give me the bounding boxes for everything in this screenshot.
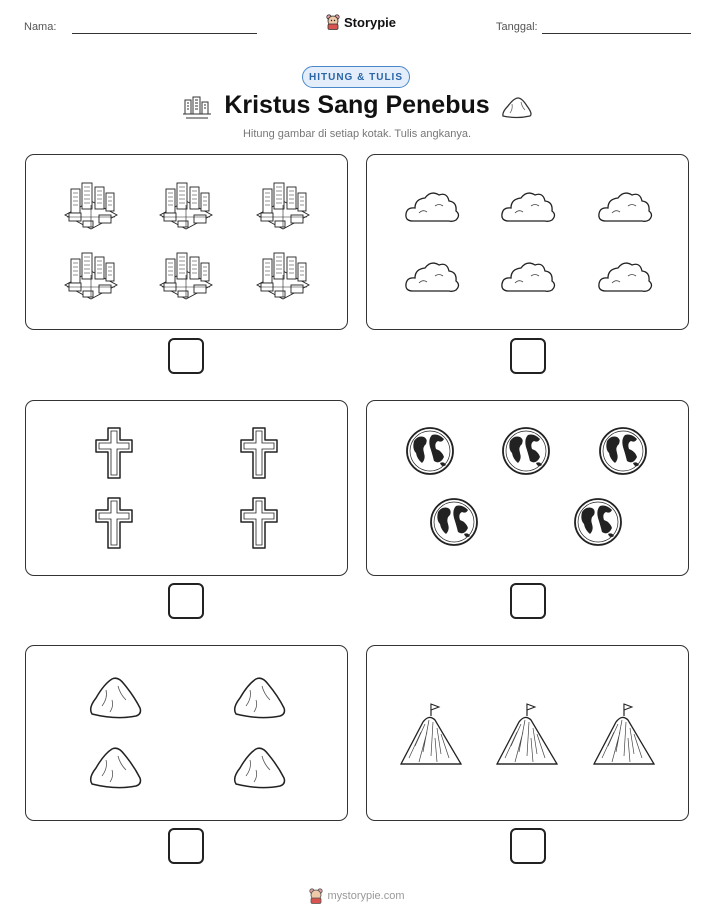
city-icon — [257, 183, 309, 229]
city-icon — [160, 253, 212, 299]
city-icon-group — [26, 155, 346, 328]
answer-box[interactable] — [510, 828, 546, 864]
cloud-icon — [599, 263, 652, 291]
name-label: Nama: — [24, 21, 57, 33]
page-title: Kristus Sang Penebus — [224, 91, 490, 119]
rock-icon — [235, 678, 285, 717]
answer-box[interactable] — [168, 828, 204, 864]
globe-icon — [431, 499, 477, 545]
cloud-icon — [406, 263, 459, 291]
date-line[interactable] — [542, 33, 691, 34]
city-icon — [257, 253, 309, 299]
globe-icon — [407, 428, 453, 474]
mountain-icon-group — [367, 646, 687, 819]
mountain-flag-icon — [497, 704, 557, 764]
brand-name: Storypie — [344, 14, 397, 30]
globe-icon — [600, 428, 646, 474]
count-panel-mountain — [366, 645, 689, 821]
rock-icon — [91, 678, 141, 717]
globe-icon-group — [367, 401, 687, 574]
cloud-icon-group — [367, 155, 687, 328]
rock-icon — [91, 748, 141, 787]
footer — [0, 888, 714, 904]
cross-icon — [96, 498, 132, 548]
answer-box[interactable] — [510, 583, 546, 619]
category-badge: HITUNG & TULIS — [302, 66, 410, 88]
footer-url[interactable]: mystorypie.com — [327, 890, 405, 902]
answer-box[interactable] — [510, 338, 546, 374]
cross-icon-group — [26, 401, 346, 574]
instructions: Hitung gambar di setiap kotak. Tulis angkanya. — [242, 128, 472, 140]
mountain-flag-icon — [401, 704, 461, 764]
cloud-icon — [599, 193, 652, 221]
date-label: Tanggal: — [496, 21, 538, 33]
cloud-icon — [502, 193, 555, 221]
name-line[interactable] — [72, 33, 257, 34]
mountain-flag-icon — [594, 704, 654, 764]
bear-logo-icon — [309, 888, 323, 904]
cross-icon — [96, 428, 132, 478]
rock-icon-group — [26, 646, 346, 819]
bear-logo-icon — [326, 14, 340, 30]
cloud-icon — [406, 193, 459, 221]
city-icon — [65, 253, 117, 299]
city-icon — [65, 183, 117, 229]
count-panel-cross — [25, 400, 348, 576]
city-icon — [160, 183, 212, 229]
globe-icon — [503, 428, 549, 474]
brand-logo — [326, 14, 396, 30]
count-panel-cloud — [366, 154, 689, 330]
rock-icon — [235, 748, 285, 787]
count-panel-rock — [25, 645, 348, 821]
cloud-icon — [502, 263, 555, 291]
answer-box[interactable] — [168, 338, 204, 374]
count-panel-city — [25, 154, 348, 330]
globe-icon — [575, 499, 621, 545]
cross-icon — [241, 498, 277, 548]
answer-box[interactable] — [168, 583, 204, 619]
rock-title-icon — [500, 95, 534, 121]
count-panel-globe — [366, 400, 689, 576]
cross-icon — [241, 428, 277, 478]
